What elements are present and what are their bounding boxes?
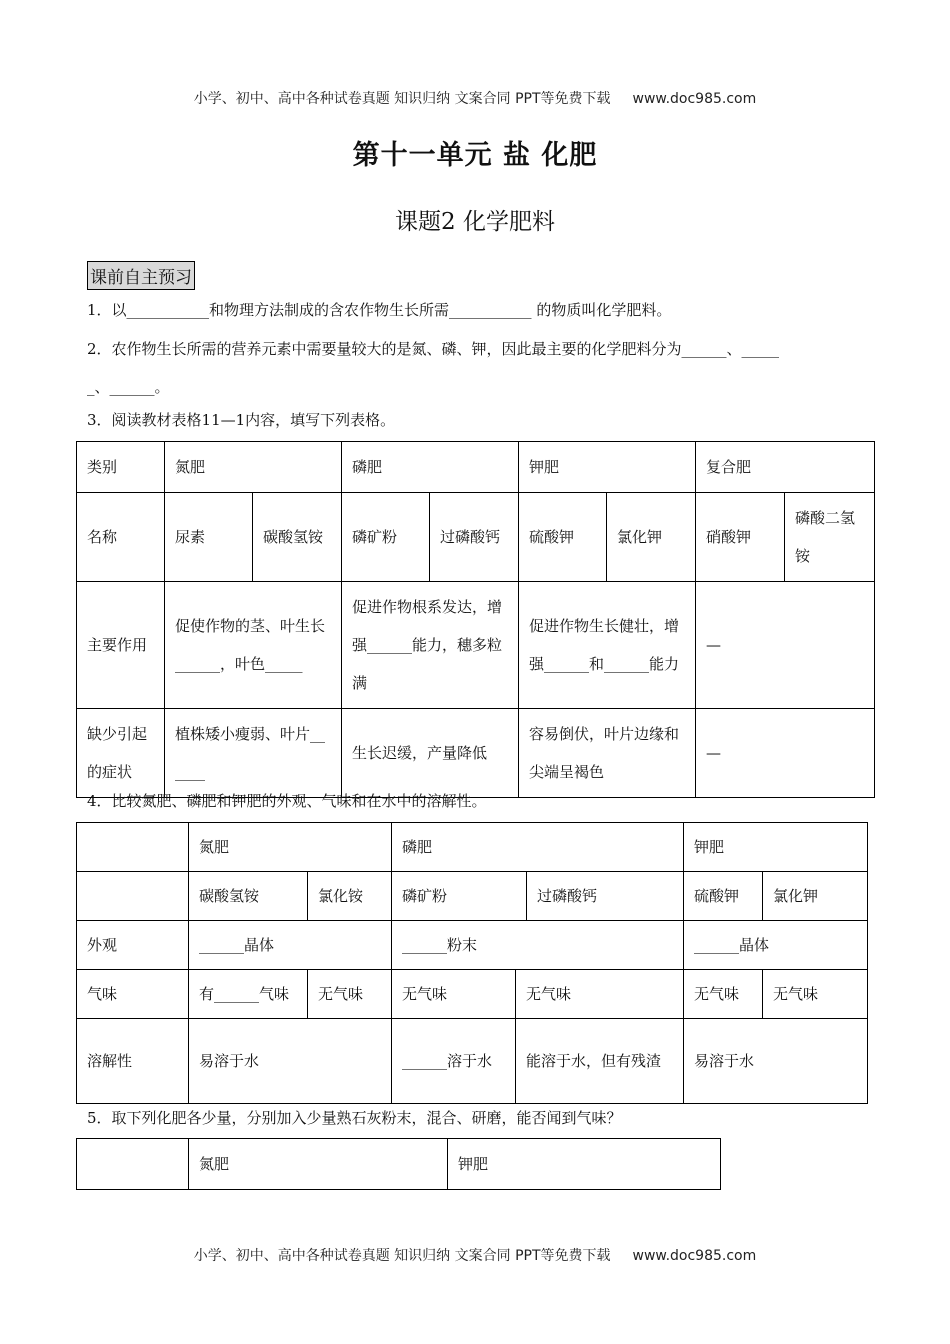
unit-title: 第十一单元 盐 化肥: [352, 140, 598, 171]
header-text: 小学、初中、高中各种试卷真题 知识归纳 文案合同 PPT等免费下载: [193, 91, 611, 107]
page-footer: [0, 1245, 950, 1265]
table-cell: 溶解性: [77, 1019, 189, 1104]
table-cell: 硫酸钾: [519, 493, 607, 582]
table-row: [77, 493, 875, 582]
table-cell: 促进作物生长健壮，增强______和______能力: [519, 582, 696, 709]
table-cell: 磷肥: [342, 442, 519, 493]
table-cell: 过磷酸钙: [430, 493, 519, 582]
table-cell: 无气味: [392, 970, 516, 1019]
table-row: [77, 582, 875, 709]
table-cell: 氯化钾: [763, 872, 868, 921]
question-4: 4．比较氮肥、磷肥和钾肥的外观、气味和在水中的溶解性。: [87, 792, 487, 810]
table-cell: 名称: [77, 493, 165, 582]
table-cell: 容易倒伏，叶片边缘和尖端呈褐色: [519, 709, 696, 798]
lesson-title: 课题2 化学肥料: [395, 209, 555, 235]
table-cell: 植株矮小瘦弱、叶片______: [165, 709, 342, 798]
table-cell: 氯化铵: [308, 872, 392, 921]
table-row: [77, 1019, 868, 1104]
table-row: [77, 823, 868, 872]
table-cell: 无气味: [308, 970, 392, 1019]
table-cell: 硝酸钾: [696, 493, 785, 582]
table-cell: 磷酸二氢铵: [785, 493, 875, 582]
table-cell: 无气味: [763, 970, 868, 1019]
table-cell: 钾肥: [684, 823, 868, 872]
table-row: [77, 970, 868, 1019]
question-3: 3．阅读教材表格11—1内容，填写下列表格。: [87, 411, 396, 429]
table-cell: [77, 1139, 189, 1190]
table-cell: 外观: [77, 921, 189, 970]
table-cell: 促进作物根系发达，增强______能力，穗多粒满: [342, 582, 519, 709]
fertilizer-comparison-table: [76, 822, 868, 1104]
table-cell: 过磷酸钙: [527, 872, 684, 921]
table-cell: 尿素: [165, 493, 253, 582]
table-cell: 碳酸氢铵: [189, 872, 308, 921]
table-cell: 氮肥: [189, 1139, 448, 1190]
table-cell: 易溶于水: [189, 1019, 392, 1104]
table-cell: 钾肥: [519, 442, 696, 493]
table-row: [77, 1139, 721, 1190]
table-cell: 钾肥: [448, 1139, 721, 1190]
table-cell: 能溶于水，但有残渣: [516, 1019, 684, 1104]
table-cell: ______晶体: [684, 921, 868, 970]
table-cell: [77, 872, 189, 921]
question-5: 5．取下列化肥各少量，分别加入少量熟石灰粉末，混合、研磨，能否闻到气味？: [87, 1109, 622, 1127]
table-row: [77, 442, 875, 493]
table-cell: 生长迟缓，产量降低: [342, 709, 519, 798]
table-cell: 磷矿粉: [392, 872, 527, 921]
smell-test-table: [76, 1138, 721, 1190]
table-cell: 有______气味: [189, 970, 308, 1019]
table-cell: 硫酸钾: [684, 872, 763, 921]
table-cell: 氮肥: [165, 442, 342, 493]
table-cell: [77, 823, 189, 872]
footer-text: 小学、初中、高中各种试卷真题 知识归纳 文案合同 PPT等免费下载: [193, 1248, 611, 1264]
table-cell: 类别: [77, 442, 165, 493]
table-cell: ______粉末: [392, 921, 684, 970]
table-cell: ______溶于水: [392, 1019, 516, 1104]
table-cell: 磷肥: [392, 823, 684, 872]
table-cell: 缺少引起的症状: [77, 709, 165, 798]
section-label: 课前自主预习: [87, 261, 195, 290]
table-cell: 无气味: [684, 970, 763, 1019]
table-cell: ______晶体: [189, 921, 392, 970]
page-header: [0, 88, 950, 108]
table-cell: 磷矿粉: [342, 493, 430, 582]
table-cell: 氯化钾: [607, 493, 696, 582]
table-cell: —: [696, 709, 875, 798]
header-site: www.doc985.com: [632, 91, 757, 107]
question-2-continued: _、______。: [87, 378, 170, 396]
table-cell: 易溶于水: [684, 1019, 868, 1104]
table-cell: 气味: [77, 970, 189, 1019]
table-cell: 复合肥: [696, 442, 875, 493]
table-cell: 碳酸氢铵: [253, 493, 342, 582]
table-cell: 无气味: [516, 970, 684, 1019]
footer-site: www.doc985.com: [632, 1248, 757, 1264]
table-cell: 促使作物的茎、叶生长______，叶色_____: [165, 582, 342, 709]
table-row: [77, 872, 868, 921]
table-cell: 氮肥: [189, 823, 392, 872]
question-2: 2．农作物生长所需的营养元素中需要量较大的是氮、磷、钾，因此最主要的化学肥料分为______、_____: [87, 340, 780, 358]
table-cell: 主要作用: [77, 582, 165, 709]
table-cell: —: [696, 582, 875, 709]
fertilizer-category-table: [76, 441, 875, 798]
table-row: [77, 921, 868, 970]
table-row: [77, 709, 875, 798]
question-1: 1．以___________和物理方法制成的含农作物生长所需___________ 的物质叫化学肥料。: [87, 301, 672, 319]
